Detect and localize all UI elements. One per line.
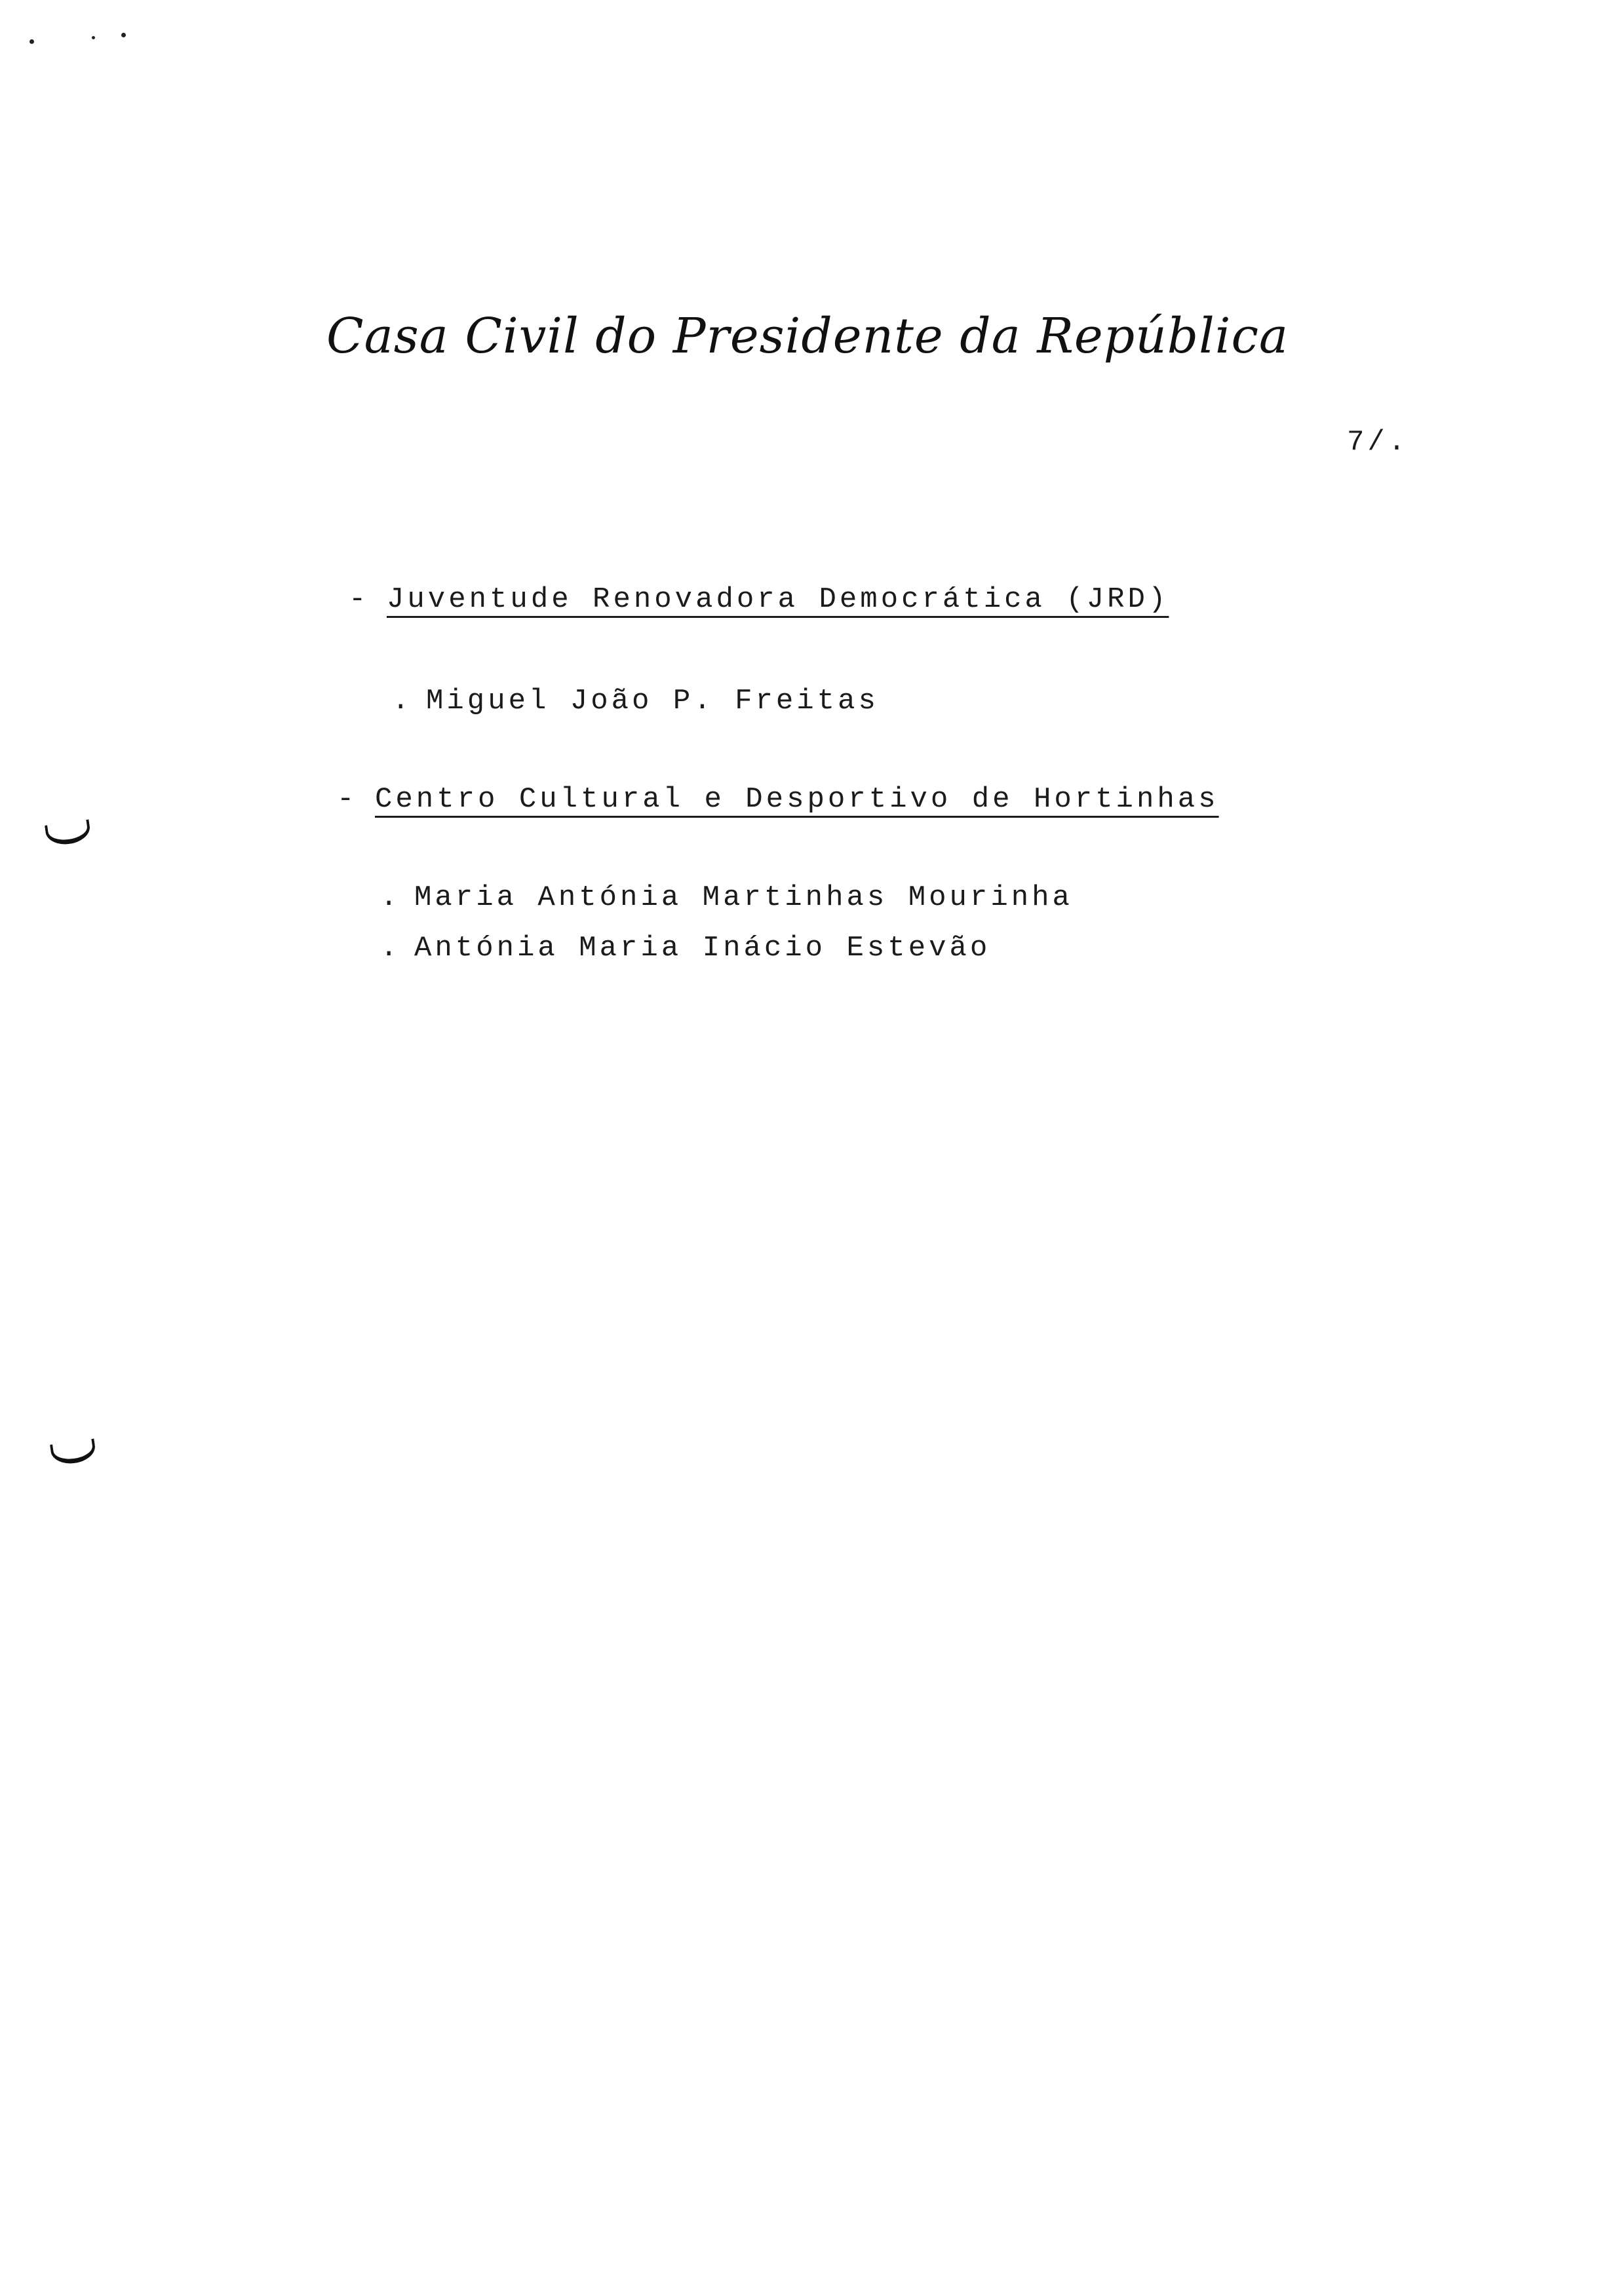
section-title: Juventude Renovadora Democrática (JRD)	[387, 583, 1169, 616]
section-heading-hortinhas	[337, 783, 1219, 816]
item-text: Miguel João P. Freitas	[426, 685, 879, 718]
list-item	[380, 932, 990, 965]
item-bullet: .	[392, 685, 413, 718]
speck	[121, 33, 126, 37]
item-text: Antónia Maria Inácio Estevão	[414, 932, 991, 965]
letterhead: Casa Civil do Presidente da República	[326, 308, 1289, 364]
list-item	[392, 685, 879, 718]
item-bullet: .	[380, 881, 401, 914]
section-dash: -	[337, 783, 358, 816]
page-number: 7/.	[1347, 426, 1409, 459]
item-bullet: .	[380, 932, 401, 965]
speck	[29, 39, 34, 44]
item-text: Maria Antónia Martinhas Mourinha	[414, 881, 1073, 914]
punch-mark-top	[45, 819, 92, 847]
speck	[92, 36, 95, 39]
section-heading-jrd	[349, 583, 1169, 616]
section-title: Centro Cultural e Desportivo de Hortinhas	[375, 783, 1219, 816]
punch-mark-bottom	[50, 1438, 97, 1466]
section-dash: -	[349, 583, 370, 616]
list-item	[380, 881, 1073, 914]
